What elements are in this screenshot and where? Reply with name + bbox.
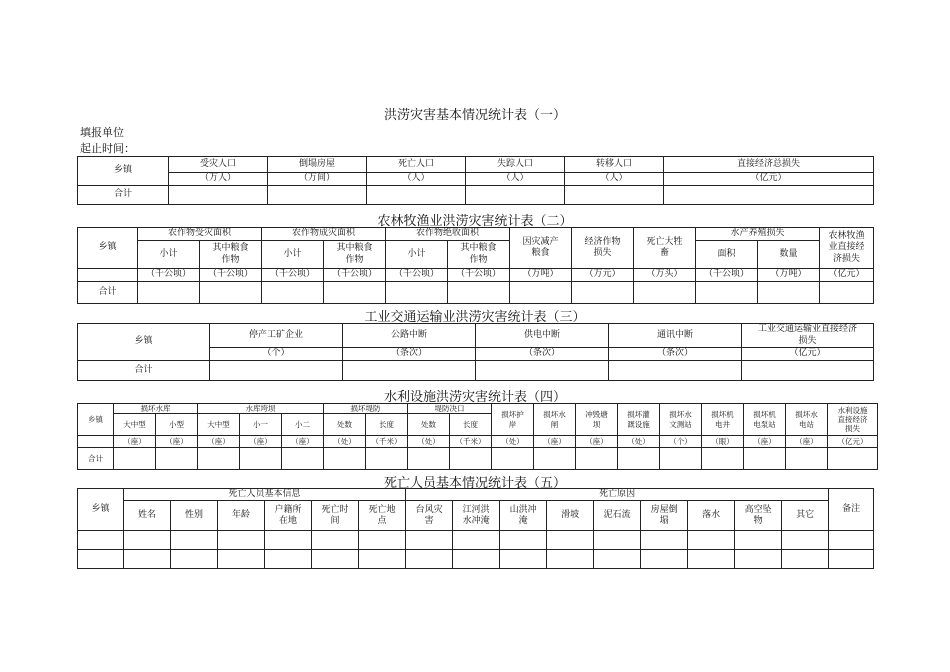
t2-cell[interactable] <box>696 282 758 304</box>
t5-col-other: 其它 <box>782 501 829 531</box>
t1-header-missing: 失踪人口 <box>466 157 565 173</box>
t5-cell[interactable] <box>735 550 782 569</box>
t4-cell[interactable] <box>744 448 786 470</box>
t2-unit: （万元） <box>572 269 634 282</box>
t1-unit: （万间） <box>268 173 367 186</box>
table2 <box>77 227 874 304</box>
t4-cell[interactable] <box>492 448 534 470</box>
t4-unit: （座） <box>156 436 198 448</box>
t2-row-header: 乡镇 <box>78 228 138 269</box>
t4-unit: （座） <box>534 436 576 448</box>
t5-col-typhoon: 台风灾 害 <box>406 501 453 531</box>
t3-unit: （条次） <box>609 348 742 361</box>
t4-col-irrigation: 损坏灌 溉设施 <box>618 404 660 436</box>
t4-unit: （座） <box>114 436 156 448</box>
t5-cell[interactable] <box>782 550 829 569</box>
t5-cell[interactable] <box>547 531 594 550</box>
t3-unit: （条次） <box>476 348 609 361</box>
t4-sub-small2: 小二 <box>282 414 324 436</box>
t2-col-grain-loss: 因灾减产 粮食 <box>510 228 572 269</box>
t2-sub-qty: 数量 <box>758 241 820 269</box>
t5-cell[interactable] <box>594 550 641 569</box>
t2-col-livestock: 死亡大牲 畜 <box>634 228 696 269</box>
t4-cell[interactable] <box>240 448 282 470</box>
t2-cell[interactable] <box>634 282 696 304</box>
t3-header-loss: 工业交通运输业直接经济 损失 <box>742 324 874 348</box>
t4-sub-large: 大中型 <box>114 414 156 436</box>
t4-group-dam-failure: 水库垮坝 <box>198 404 324 414</box>
t4-sub-small1: 小一 <box>240 414 282 436</box>
t4-group-reservoir: 损坏水库 <box>114 404 198 414</box>
t5-cell[interactable] <box>171 531 218 550</box>
t4-sub-count: 处数 <box>324 414 366 436</box>
t4-unit: （座） <box>786 436 828 448</box>
t4-unit: （座） <box>198 436 240 448</box>
t2-col-direct-loss: 农林牧渔 业直接经 济损失 <box>820 228 874 269</box>
t4-cell[interactable] <box>618 448 660 470</box>
t2-sub-area: 面积 <box>696 241 758 269</box>
t5-cell[interactable] <box>78 531 124 550</box>
t5-col-drowning: 落水 <box>688 501 735 531</box>
t4-unit: （座） <box>240 436 282 448</box>
t5-cell[interactable] <box>359 531 406 550</box>
t5-cell[interactable] <box>641 531 688 550</box>
table2-title: 农林牧渔业洪涝灾害统计表（二） <box>377 214 573 229</box>
t4-cell[interactable] <box>450 448 492 470</box>
t5-blank-row <box>78 531 874 550</box>
t4-cell[interactable] <box>114 448 156 470</box>
t4-col-hydropower: 损坏水 电站 <box>786 404 828 436</box>
t5-cell[interactable] <box>124 550 171 569</box>
t5-cell[interactable] <box>500 550 547 569</box>
t4-unit: （个） <box>660 436 702 448</box>
t4-unit: （处） <box>408 436 450 448</box>
t4-cell[interactable] <box>408 448 450 470</box>
t1-header-relocated: 转移人口 <box>565 157 664 173</box>
t2-sub-grain: 其中粮食 作物 <box>324 241 386 269</box>
t4-cell[interactable] <box>828 448 878 470</box>
t4-row-header: 乡镇 <box>78 404 114 436</box>
t1-header-affected: 受灾人口 <box>169 157 268 173</box>
t4-sub-length: 长度 <box>450 414 492 436</box>
t1-unit: （人） <box>367 173 466 186</box>
t5-cell[interactable] <box>312 550 359 569</box>
t5-col-death-place: 死亡地 点 <box>359 501 406 531</box>
t4-col-hydro-station: 损坏水 文测站 <box>660 404 702 436</box>
t4-unit: （座） <box>282 436 324 448</box>
t5-cell[interactable] <box>500 531 547 550</box>
t1-header-loss: 直接经济总损失 <box>664 157 874 173</box>
t4-sub-small: 小型 <box>156 414 198 436</box>
t5-col-name: 姓名 <box>124 501 171 531</box>
table3-title: 工业交通运输业洪涝灾害统计表（三） <box>364 310 586 325</box>
t5-col-gender: 性别 <box>171 501 218 531</box>
t5-cell[interactable] <box>547 550 594 569</box>
t5-col-debris-flow: 泥石流 <box>594 501 641 531</box>
t5-cell[interactable] <box>171 550 218 569</box>
t2-unit: （千公顷） <box>138 269 200 282</box>
t5-cell[interactable] <box>453 531 500 550</box>
t4-unit: （千米） <box>366 436 408 448</box>
t4-cell[interactable] <box>534 448 576 470</box>
t2-cell[interactable] <box>262 282 324 304</box>
t1-unit: （万人） <box>169 173 268 186</box>
table3 <box>77 323 874 381</box>
t4-cell[interactable] <box>198 448 240 470</box>
t2-unit: （万头） <box>634 269 696 282</box>
t3-cell[interactable] <box>609 361 742 381</box>
t5-cell[interactable] <box>359 550 406 569</box>
t4-unit: （亿元） <box>828 436 878 448</box>
t4-col-pump-station: 损坏机 电泵站 <box>744 404 786 436</box>
t5-col-death-time: 死亡时 间 <box>312 501 359 531</box>
t4-col-sluice: 损坏水 闸 <box>534 404 576 436</box>
t2-group-aquaculture: 水产养殖损失 <box>696 228 820 241</box>
table4 <box>77 403 878 470</box>
t3-unit: （亿元） <box>742 348 874 361</box>
t4-col-pond-dam: 冲毁塘 坝 <box>576 404 618 436</box>
t2-cell[interactable] <box>510 282 572 304</box>
t3-row-header: 乡镇 <box>78 324 210 361</box>
t2-unit: （万吨） <box>758 269 820 282</box>
t3-cell[interactable] <box>343 361 476 381</box>
t3-cell[interactable] <box>210 361 343 381</box>
t4-unit: （座） <box>744 436 786 448</box>
t4-col-bank: 损坏护 岸 <box>492 404 534 436</box>
t4-cell[interactable] <box>282 448 324 470</box>
table4-title: 水利设施洪涝灾害统计表（四） <box>383 390 566 405</box>
t5-cell[interactable] <box>265 550 312 569</box>
t1-header-collapsed: 倒塌房屋 <box>268 157 367 173</box>
t5-col-note: 备注 <box>829 489 874 531</box>
t2-total-label: 合计 <box>78 282 138 304</box>
table5 <box>77 488 874 569</box>
t2-unit: （千公顷） <box>386 269 448 282</box>
t3-header-telecom: 通讯中断 <box>609 324 742 348</box>
t1-unit: （人） <box>565 173 664 186</box>
t2-unit: （千公顷） <box>200 269 262 282</box>
t5-cell[interactable] <box>594 531 641 550</box>
t5-cell[interactable] <box>782 531 829 550</box>
t4-col-well: 损坏机 电井 <box>702 404 744 436</box>
t4-sub-count: 处数 <box>408 414 450 436</box>
t5-cell[interactable] <box>829 550 874 569</box>
t5-cell[interactable] <box>735 531 782 550</box>
t2-cell[interactable] <box>200 282 262 304</box>
t5-cell[interactable] <box>641 550 688 569</box>
t5-cell[interactable] <box>78 550 124 569</box>
t2-unit: （千公顷） <box>262 269 324 282</box>
t4-cell[interactable] <box>702 448 744 470</box>
t5-cell[interactable] <box>124 531 171 550</box>
t4-cell[interactable] <box>324 448 366 470</box>
t4-group-dike: 损坏堤防 <box>324 404 408 414</box>
t2-unit: （亿元） <box>820 269 874 282</box>
t5-cell[interactable] <box>453 550 500 569</box>
t4-unit-blank <box>78 436 114 448</box>
t2-cell[interactable] <box>138 282 200 304</box>
t2-cell[interactable] <box>386 282 448 304</box>
t4-unit: （千米） <box>450 436 492 448</box>
t1-unit: （人） <box>466 173 565 186</box>
t2-cell[interactable] <box>572 282 634 304</box>
t5-row-header: 乡镇 <box>78 489 124 531</box>
t2-cell[interactable] <box>324 282 386 304</box>
t3-cell[interactable] <box>476 361 609 381</box>
t5-col-flash-flood: 山洪冲 淹 <box>500 501 547 531</box>
t2-sub-grain: 其中粮食 作物 <box>200 241 262 269</box>
t4-unit: （处） <box>618 436 660 448</box>
t1-header-dead: 死亡人口 <box>367 157 466 173</box>
t5-group-cause: 死亡原因 <box>406 489 829 501</box>
t1-cell[interactable] <box>268 186 367 205</box>
t5-cell[interactable] <box>218 550 265 569</box>
t2-unit-blank <box>78 269 138 282</box>
t4-cell[interactable] <box>156 448 198 470</box>
t1-cell[interactable] <box>466 186 565 205</box>
t5-cell[interactable] <box>829 531 874 550</box>
t5-cell[interactable] <box>406 550 453 569</box>
t2-unit: （千公顷） <box>324 269 386 282</box>
t2-sub-total: 小计 <box>138 241 200 269</box>
t2-group-damaged-area: 农作物成灾面积 <box>262 228 386 241</box>
t5-cell[interactable] <box>688 550 735 569</box>
t2-sub-total: 小计 <box>386 241 448 269</box>
t4-cell[interactable] <box>576 448 618 470</box>
t2-sub-grain: 其中粮食 作物 <box>448 241 510 269</box>
t5-col-falling-object: 高空坠 物 <box>735 501 782 531</box>
t3-cell[interactable] <box>742 361 874 381</box>
t1-unit: （亿元） <box>664 173 874 186</box>
t5-col-age: 年龄 <box>218 501 265 531</box>
t5-cell[interactable] <box>218 531 265 550</box>
t4-total-label: 合计 <box>78 448 114 470</box>
t4-unit: （座） <box>576 436 618 448</box>
t5-blank-row <box>78 550 874 569</box>
t2-cell[interactable] <box>758 282 820 304</box>
t5-col-river-flood: 江河洪 水冲淹 <box>453 501 500 531</box>
t5-cell[interactable] <box>688 531 735 550</box>
t1-total-label: 合计 <box>78 186 169 205</box>
t4-unit: （处） <box>324 436 366 448</box>
t3-unit: （条次） <box>343 348 476 361</box>
t4-cell[interactable] <box>660 448 702 470</box>
t4-group-breach: 堤防决口 <box>408 404 492 414</box>
t3-header-road: 公路中断 <box>343 324 476 348</box>
t1-row-header: 乡镇 <box>78 157 169 186</box>
t2-group-affected-area: 农作物受灾面积 <box>138 228 262 241</box>
t5-cell[interactable] <box>312 531 359 550</box>
t2-unit: （千公顷） <box>448 269 510 282</box>
t5-group-info: 死亡人员基本信息 <box>124 489 406 501</box>
t5-col-house-collapse: 房屋倒 塌 <box>641 501 688 531</box>
table5-title: 死亡人员基本情况统计表（五） <box>383 476 566 491</box>
t1-cell[interactable] <box>565 186 664 205</box>
t4-unit: （眼） <box>702 436 744 448</box>
t3-header-power: 供电中断 <box>476 324 609 348</box>
t4-sub-large: 大中型 <box>198 414 240 436</box>
t5-cell[interactable] <box>406 531 453 550</box>
t1-cell[interactable] <box>367 186 466 205</box>
t3-total-label: 合计 <box>78 361 210 381</box>
t5-col-residence: 户籍所 在地 <box>265 501 312 531</box>
t4-cell[interactable] <box>366 448 408 470</box>
t1-cell[interactable] <box>664 186 874 205</box>
t2-col-cash-crop: 经济作物 损失 <box>572 228 634 269</box>
t2-cell[interactable] <box>820 282 874 304</box>
t4-unit: （处） <box>492 436 534 448</box>
t2-unit: （万吨） <box>510 269 572 282</box>
t4-cell[interactable] <box>786 448 828 470</box>
table1 <box>77 156 874 205</box>
t1-cell[interactable] <box>169 186 268 205</box>
t4-col-direct-loss: 水利设施 直接经济 损失 <box>828 404 878 436</box>
t2-sub-total: 小计 <box>262 241 324 269</box>
period-label: 起止时间： <box>80 142 135 155</box>
t3-unit: （个） <box>210 348 343 361</box>
t2-unit: （千公顷） <box>696 269 758 282</box>
t4-sub-length: 长度 <box>366 414 408 436</box>
t3-header-enterprises: 停产工矿企业 <box>210 324 343 348</box>
t2-cell[interactable] <box>448 282 510 304</box>
t5-col-landslide: 滑坡 <box>547 501 594 531</box>
reporting-unit-label: 填报单位 <box>80 126 124 139</box>
t5-cell[interactable] <box>265 531 312 550</box>
t2-group-failed-area: 农作物绝收面积 <box>386 228 510 241</box>
table1-title: 洪涝灾害基本情况统计表（一） <box>383 108 566 123</box>
